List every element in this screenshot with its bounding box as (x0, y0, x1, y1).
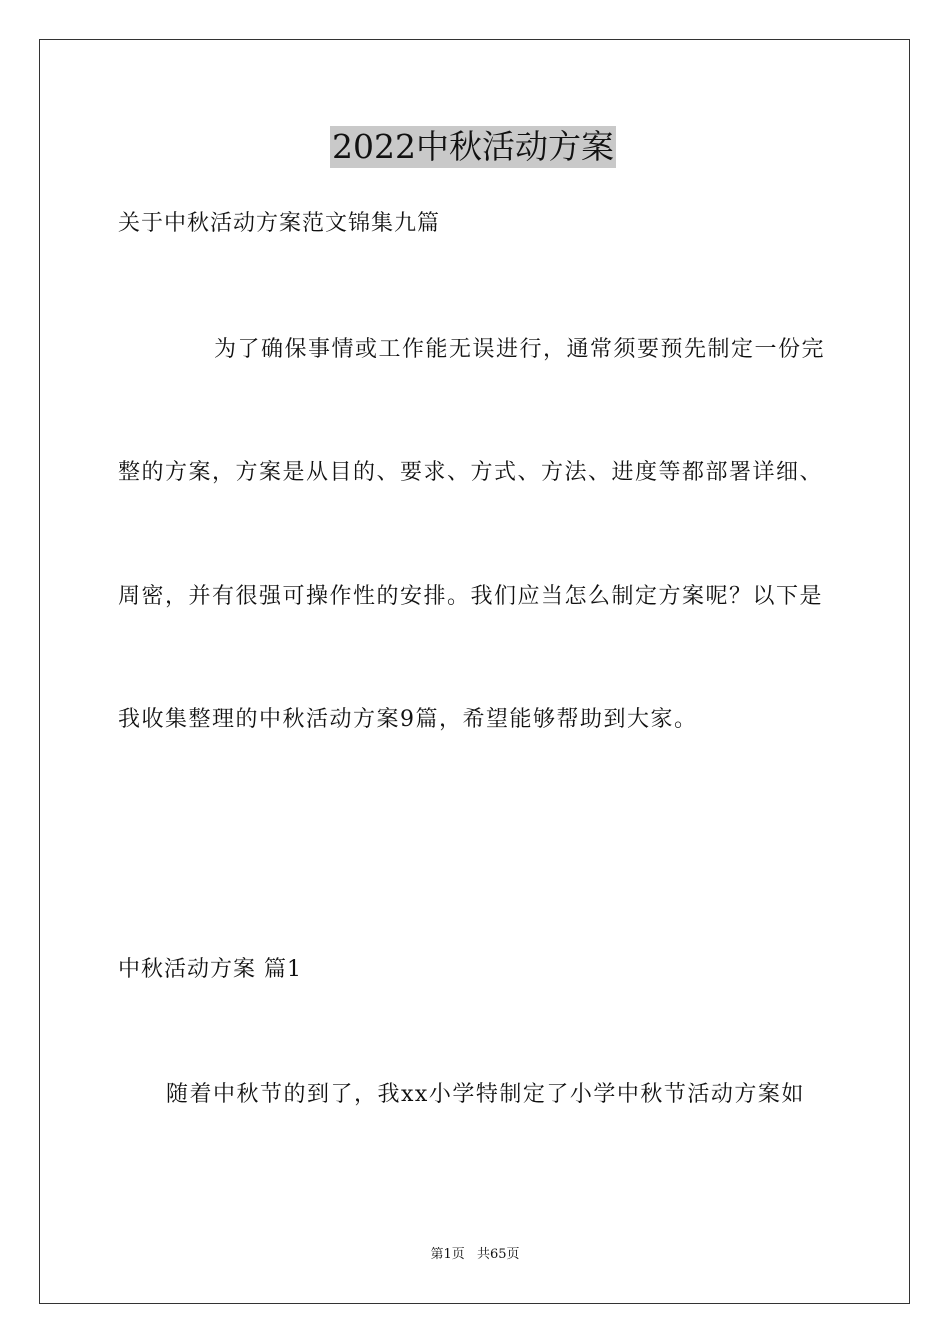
page-number-current: 第1页 (430, 1247, 465, 1262)
intro-line-2: 整的方案，方案是从目的、要求、方式、方法、进度等都部署详细、 (118, 460, 824, 485)
document-subtitle: 关于中秋活动方案范文锦集九篇 (118, 211, 441, 236)
intro-line-1: 为了确保事情或工作能无误进行，通常须要预先制定一份完 (214, 337, 826, 362)
intro-line-3: 周密，并有很强可操作性的安排。我们应当怎么制定方案呢？以下是 (118, 584, 824, 609)
section-paragraph-line-1: 随着中秋节的到了，我xx小学特制定了小学中秋节活动方案如 (166, 1082, 805, 1107)
document-title: 2022中秋活动方案 (332, 127, 614, 166)
section-heading: 中秋活动方案 篇1 (118, 957, 302, 982)
intro-line-4: 我收集整理的中秋活动方案9篇，希望能够帮助到大家。 (118, 707, 698, 732)
page-footer (0, 1246, 950, 1264)
page-number-total: 共65页 (476, 1247, 520, 1262)
